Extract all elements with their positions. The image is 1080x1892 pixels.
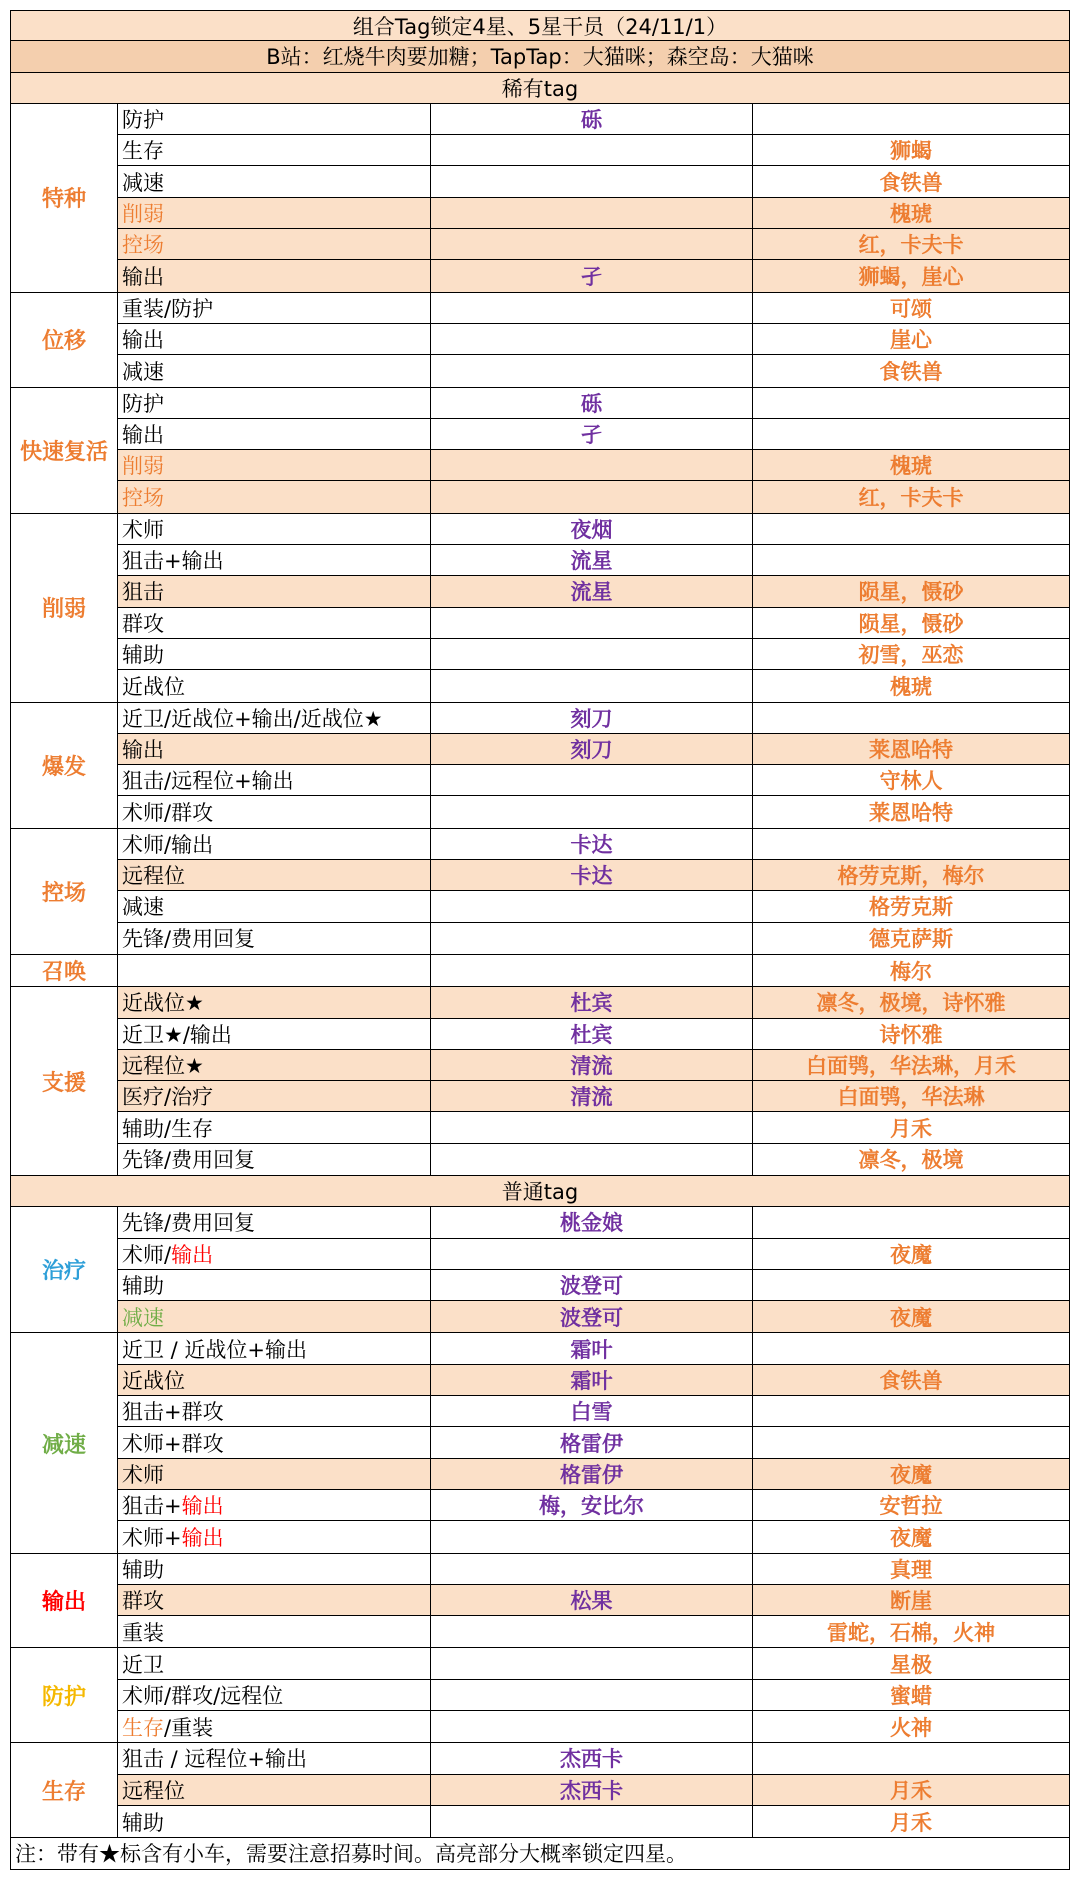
table-row [118,1521,1069,1552]
tag-combo-cell: 狙击+输出 [118,545,431,575]
table-row [118,829,1069,860]
group-tag-label: 特种 [11,104,118,292]
five-star-cell: 莱恩哈特 [869,801,953,826]
table-row [118,1396,1069,1427]
table-row [118,923,1069,954]
four-star-cell [431,1616,753,1647]
table-row [118,955,1069,986]
four-star-cell [431,923,753,954]
group-tag-label: 控场 [11,829,118,954]
tag-combo-cell: 狙击/远程位+输出 [118,765,431,795]
tag-combo-cell: 减速 [118,166,431,196]
table-subtitle: B站：红烧牛肉要加糖；TapTap：大猫咪；森空岛：大猫咪 [10,41,1070,72]
group-tag-label: 生存 [11,1743,118,1837]
table-row [118,355,1069,386]
table-row [118,388,1069,419]
four-star-cell: 刻刀 [431,703,753,733]
table-row [118,1207,1069,1238]
four-star-cell [431,1239,753,1269]
five-star-cell [753,1743,1069,1773]
four-star-cell [431,1521,753,1552]
table-row [118,135,1069,166]
five-star-cell [753,388,1069,418]
four-star-cell: 格雷伊 [431,1427,753,1457]
group-tag-label: 防护 [11,1648,118,1742]
tag-group [10,987,1070,1176]
four-star-cell: 波登可 [431,1301,753,1332]
table-row [118,860,1069,891]
five-star-cell: 白面鸮，华法琳 [837,1085,985,1110]
table-row [118,765,1069,796]
normal-tag-header: 普通tag [10,1176,1070,1207]
four-star-cell: 霜叶 [431,1365,753,1395]
five-star-cell: 崖心 [890,328,932,353]
tag-combo-cell: 术师/群攻/远程位 [118,1680,431,1710]
tag-combo-cell: 辅助 [118,1806,431,1837]
tag-combo-cell: 辅助 [118,1270,431,1300]
five-star-cell [753,703,1069,733]
tag-combo-cell: 减速 [118,355,431,386]
table-row [118,1711,1069,1742]
five-star-cell [753,545,1069,575]
five-star-cell [753,1333,1069,1363]
table-row [118,670,1069,701]
five-star-cell: 陨星，慑砂 [858,580,964,605]
rare-tag-header: 稀有tag [10,73,1070,104]
tag-group [10,829,1070,955]
table-row [118,1019,1069,1050]
tag-combo-cell: 狙击+群攻 [118,1396,431,1426]
table-row [118,293,1069,324]
tag-group [10,104,1070,293]
group-tag-label: 输出 [11,1554,118,1648]
four-star-cell: 卡达 [431,829,753,859]
five-star-cell: 夜魔 [890,1462,932,1487]
tag-combo-cell: 输出 [118,419,431,449]
table-row [118,608,1069,639]
tag-combo-cell: 术师 [118,514,431,544]
tag-combo-cell: 削弱 [118,198,431,228]
tag-combo-cell: 防护 [118,388,431,418]
five-star-cell: 可颂 [890,296,932,321]
five-star-cell: 狮蝎，崖心 [858,265,964,290]
five-star-cell: 守林人 [879,769,943,794]
table-row [118,1301,1069,1332]
four-star-cell [431,765,753,795]
tag-combo-cell: 近卫 / 近战位+输出 [118,1333,431,1363]
four-star-cell: 格雷伊 [431,1459,753,1489]
tag-combo-cell: 术师/ 输出 [118,1239,431,1269]
tag-combo-cell: 群攻 [118,608,431,638]
group-tag-label: 位移 [11,293,118,387]
tag-combo-cell: 群攻 [118,1585,431,1615]
five-star-cell: 格劳克斯，梅尔 [837,864,985,889]
table-row [118,1365,1069,1396]
table-row [118,1459,1069,1490]
five-star-cell: 夜魔 [890,1305,932,1330]
table-row [118,796,1069,827]
four-star-cell [431,1806,753,1837]
four-star-cell: 刻刀 [431,734,753,764]
four-star-cell: 梅，安比尔 [431,1490,753,1520]
four-star-cell [431,481,753,512]
four-star-cell [431,166,753,196]
tag-group [10,514,1070,703]
tag-combo-cell: 术师/输出 [118,829,431,859]
four-star-cell: 波登可 [431,1270,753,1300]
group-tag-label: 治疗 [11,1207,118,1332]
table-row [118,734,1069,765]
tag-combo-cell: 近卫/近战位+输出/近战位★ [118,703,431,733]
tag-combo-cell: 远程位 [118,860,431,890]
table-row [118,987,1069,1018]
five-star-cell [753,1396,1069,1426]
tag-combo-cell: 输出 [118,260,431,291]
tag-group [10,293,1070,388]
four-star-cell: 孑 [431,419,753,449]
four-star-cell [431,355,753,386]
five-star-cell [753,1270,1069,1300]
tag-combo-cell: 输出 [118,324,431,354]
table-row [118,1333,1069,1364]
tag-combo-cell: 防护 [118,104,431,134]
five-star-cell: 火神 [890,1715,932,1740]
tag-combo-cell: 减速 [118,891,431,921]
five-star-cell: 夜魔 [890,1525,932,1550]
four-star-cell: 流星 [431,545,753,575]
table-row [118,891,1069,922]
tag-combo-cell: 远程位★ [118,1050,431,1080]
four-star-cell [431,891,753,921]
four-star-cell: 孑 [431,260,753,291]
four-star-cell [431,639,753,669]
tag-combo-cell: 狙击 [118,576,431,606]
five-star-cell: 陨星，慑砂 [858,611,964,636]
normal-tag-groups [10,1207,1070,1838]
tag-combo-cell: 生存 /重装 [118,1711,431,1742]
five-star-cell: 槐琥 [890,674,932,699]
tag-combo-cell: 狙击+ 输出 [118,1490,431,1520]
tag-combo-cell: 辅助 [118,1554,431,1584]
four-star-cell [431,1711,753,1742]
five-star-cell: 月禾 [890,1810,932,1835]
table-row [118,450,1069,481]
table-row [118,1585,1069,1616]
table-row [118,1775,1069,1806]
five-star-cell [753,1207,1069,1237]
tag-group [10,1743,1070,1838]
group-tag-label: 削弱 [11,514,118,702]
five-star-cell: 狮蝎 [890,139,932,164]
five-star-cell [753,829,1069,859]
table-row [118,1112,1069,1143]
tag-combo-cell: 近卫★/输出 [118,1019,431,1049]
four-star-cell [431,796,753,827]
tag-group [10,955,1070,987]
tag-combo-cell: 远程位 [118,1775,431,1805]
five-star-cell [753,1427,1069,1457]
tag-combo-cell: 术师/群攻 [118,796,431,827]
four-star-cell: 夜烟 [431,514,753,544]
five-star-cell: 月禾 [890,1778,932,1803]
four-star-cell [431,293,753,323]
five-star-cell: 诗怀雅 [879,1022,943,1047]
tag-group [10,1648,1070,1743]
tag-combo-cell: 输出 [118,734,431,764]
table-row [118,481,1069,512]
four-star-cell [431,229,753,259]
five-star-cell: 安哲拉 [879,1494,943,1519]
table-row [118,1616,1069,1647]
tag-group [10,1207,1070,1333]
recruit-tag-table [10,10,1070,1870]
four-star-cell: 霜叶 [431,1333,753,1363]
table-row [118,1680,1069,1711]
tag-combo-cell: 重装/防护 [118,293,431,323]
tag-combo-cell: 术师+群攻 [118,1427,431,1457]
tag-group [10,1333,1070,1553]
table-row [118,576,1069,607]
four-star-cell [431,1112,753,1142]
four-star-cell [431,1144,753,1175]
tag-combo-cell: 近战位 [118,1365,431,1395]
five-star-cell: 月禾 [890,1116,932,1141]
four-star-cell [431,135,753,165]
tag-combo-cell: 重装 [118,1616,431,1647]
table-row [118,1743,1069,1774]
tag-group [10,1554,1070,1649]
four-star-cell: 白雪 [431,1396,753,1426]
group-tag-label: 支援 [11,987,118,1175]
table-row [118,1806,1069,1837]
table-row [118,514,1069,545]
four-star-cell: 杰西卡 [431,1775,753,1805]
four-star-cell: 杰西卡 [431,1743,753,1773]
five-star-cell [753,104,1069,134]
four-star-cell [431,450,753,480]
tag-combo-cell: 削弱 [118,450,431,480]
four-star-cell: 松果 [431,1585,753,1615]
five-star-cell: 食铁兽 [879,1368,943,1393]
five-star-cell: 红，卡夫卡 [858,233,964,258]
four-star-cell [431,1648,753,1678]
four-star-cell [431,1680,753,1710]
tag-combo-cell: 辅助 [118,639,431,669]
group-tag-label: 爆发 [11,703,118,828]
five-star-cell [753,419,1069,449]
group-tag-label: 快速复活 [11,388,118,513]
four-star-cell: 桃金娘 [431,1207,753,1237]
tag-group [10,388,1070,514]
table-row [118,104,1069,135]
tag-combo-cell: 狙击 / 远程位+输出 [118,1743,431,1773]
four-star-cell [431,955,753,986]
five-star-cell [753,514,1069,544]
four-star-cell: 杜宾 [431,1019,753,1049]
tag-combo-cell: 近战位★ [118,987,431,1017]
five-star-cell: 槐琥 [890,454,932,479]
four-star-cell: 流星 [431,576,753,606]
table-row [118,1554,1069,1585]
table-row [118,1081,1069,1112]
five-star-cell: 雷蛇，石棉，火神 [827,1620,995,1645]
group-tag-label: 减速 [11,1333,118,1552]
five-star-cell: 红，卡夫卡 [858,486,964,511]
table-row [118,545,1069,576]
five-star-cell: 白面鸮，华法琳，月禾 [806,1053,1016,1078]
tag-combo-cell: 近战位 [118,670,431,701]
tag-combo-cell: 生存 [118,135,431,165]
table-row [118,703,1069,734]
tag-combo-cell: 医疗/治疗 [118,1081,431,1111]
footnote: 注：带有★标含有小车，需要注意招募时间。高亮部分大概率锁定四星。 [10,1838,1070,1869]
four-star-cell [431,198,753,228]
tag-combo-cell: 近卫 [118,1648,431,1678]
five-star-cell: 德克萨斯 [869,927,953,952]
tag-combo-cell: 控场 [118,481,431,512]
tag-combo-cell: 减速 [118,1301,431,1332]
four-star-cell: 杜宾 [431,987,753,1017]
four-star-cell [431,324,753,354]
five-star-cell: 夜魔 [890,1242,932,1267]
five-star-cell: 真理 [890,1557,932,1582]
four-star-cell: 砾 [431,104,753,134]
five-star-cell: 凛冬，极境，诗怀雅 [816,991,1006,1016]
table-row [118,1270,1069,1301]
table-row [118,324,1069,355]
table-title: 组合Tag锁定4星、5星干员（24/11/1） [10,10,1070,41]
five-star-cell: 莱恩哈特 [869,737,953,762]
five-star-cell: 食铁兽 [879,359,943,384]
table-row [118,198,1069,229]
four-star-cell [431,608,753,638]
five-star-cell: 槐琥 [890,201,932,226]
table-row [118,1490,1069,1521]
tag-combo-cell: 术师+ 输出 [118,1521,431,1552]
five-star-cell: 格劳克斯 [869,895,953,920]
table-row [118,639,1069,670]
tag-combo-cell: 先锋/费用回复 [118,923,431,954]
tag-combo-cell: 先锋/费用回复 [118,1207,431,1237]
tag-combo-cell [118,955,431,986]
four-star-cell: 卡达 [431,860,753,890]
five-star-cell: 初雪，巫恋 [858,643,964,668]
five-star-cell: 星极 [890,1652,932,1677]
table-row [118,1427,1069,1458]
table-row [118,1144,1069,1175]
tag-group [10,703,1070,829]
tag-combo-cell: 先锋/费用回复 [118,1144,431,1175]
five-star-cell: 食铁兽 [879,170,943,195]
group-tag-label: 召唤 [11,955,118,986]
five-star-cell: 蜜蜡 [890,1683,932,1708]
tag-combo-cell: 控场 [118,229,431,259]
four-star-cell [431,670,753,701]
four-star-cell: 清流 [431,1081,753,1111]
table-row [118,419,1069,450]
four-star-cell: 砾 [431,388,753,418]
table-row [118,229,1069,260]
four-star-cell [431,1554,753,1584]
tag-combo-cell: 辅助/生存 [118,1112,431,1142]
tag-combo-cell: 术师 [118,1459,431,1489]
table-row [118,1050,1069,1081]
rare-tag-groups [10,104,1070,1176]
table-row [118,1648,1069,1679]
table-row [118,1239,1069,1270]
five-star-cell: 梅尔 [890,959,932,984]
five-star-cell: 断崖 [890,1588,932,1613]
four-star-cell: 清流 [431,1050,753,1080]
five-star-cell: 凛冬，极境 [858,1148,964,1173]
table-row [118,166,1069,197]
table-row [118,260,1069,291]
